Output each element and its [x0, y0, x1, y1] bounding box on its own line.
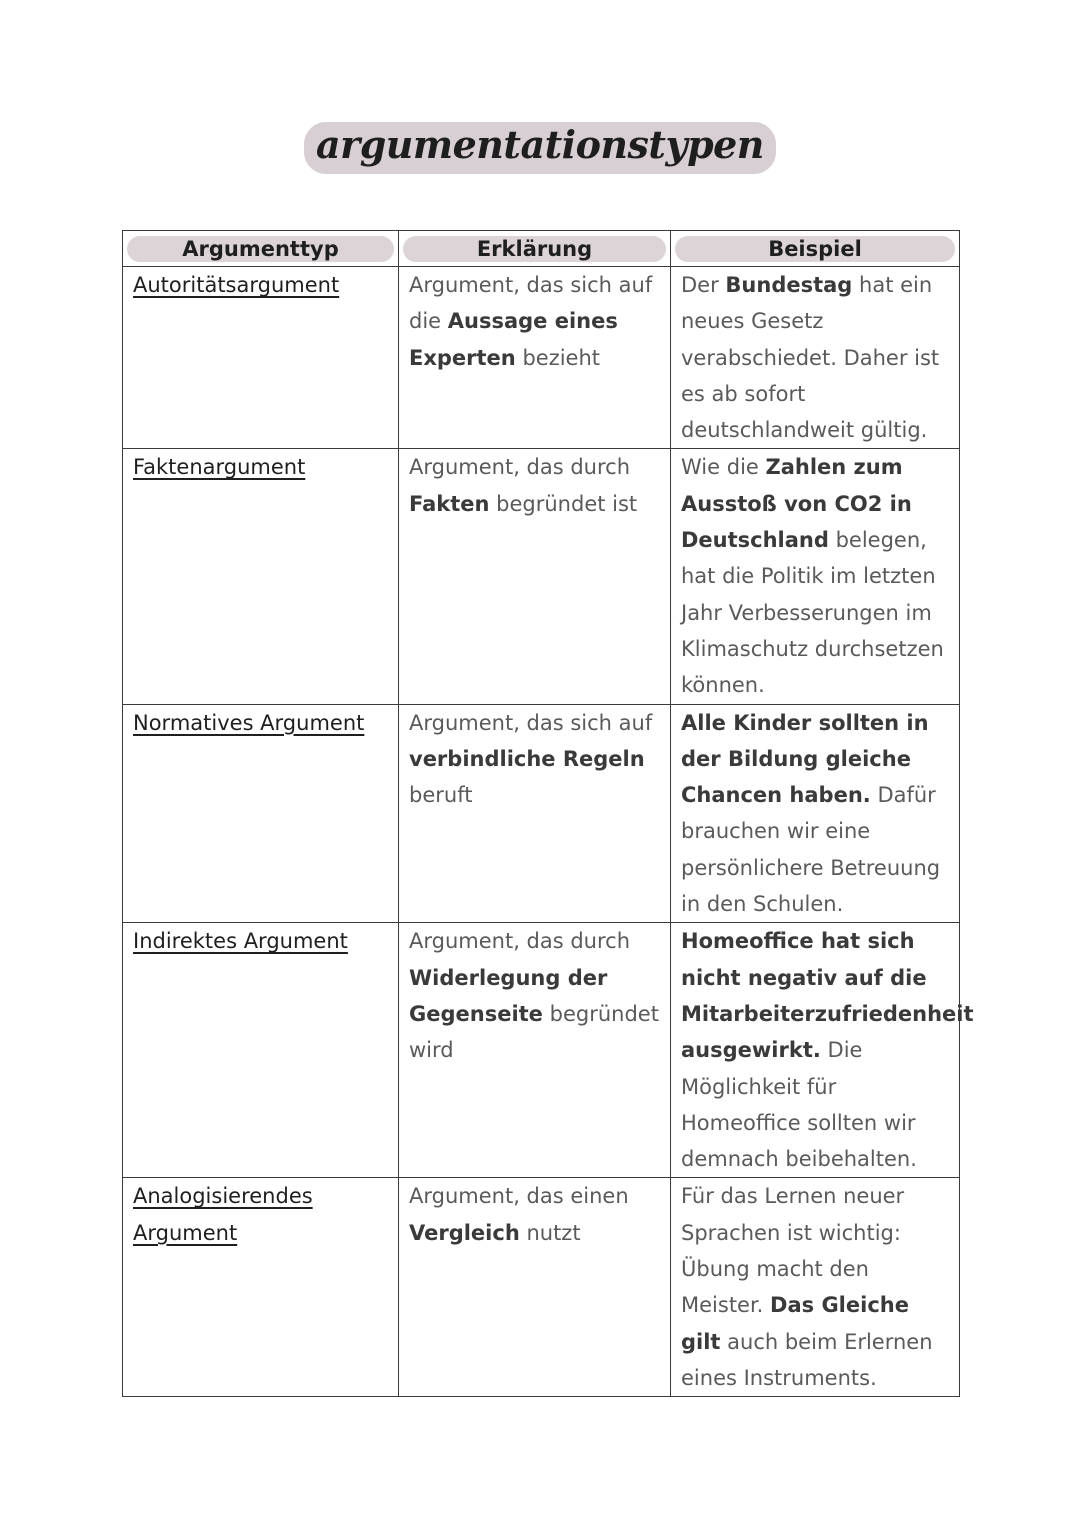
type-label: Faktenargument	[133, 455, 306, 480]
text-segment: bezieht	[515, 345, 601, 370]
table-row	[123, 449, 960, 704]
cell-type	[123, 267, 399, 449]
text-segment: beruft	[409, 783, 473, 808]
header-explanation	[399, 231, 671, 267]
title-container	[0, 122, 1080, 174]
cell-type	[123, 704, 399, 923]
cell-explanation	[399, 704, 671, 923]
text-segment: Dafür brauchen wir eine persönlichere Betreuung in den Schulen.	[681, 783, 941, 917]
cell-example	[671, 1178, 960, 1397]
bold-text: verbindliche Regeln	[409, 746, 645, 771]
text-segment: begründet ist	[489, 491, 638, 516]
text-segment: hat ein neues Gesetz verabschiedet. Daher ist es ab sofort deutschlandweit gültig.	[681, 273, 940, 443]
bold-text: Zahlen zum Ausstoß von CO2 in Deutschland	[681, 455, 912, 553]
text-segment: Argument, das sich auf die	[409, 273, 653, 334]
text-segment: begründet wird	[409, 1001, 659, 1063]
text-segment: auch beim Erlernen eines Instruments.	[681, 1329, 933, 1390]
table-row	[123, 704, 960, 923]
cell-example	[671, 704, 960, 923]
bold-text: Homeoffice hat sich nicht negativ auf die Mitarbeiterzufriedenheit ausgewirkt.	[681, 929, 974, 1063]
bold-text: Fakten	[409, 491, 490, 516]
bold-text: Aussage eines Experten	[409, 309, 618, 370]
argument-types-table	[122, 230, 974, 1397]
cell-example	[671, 449, 960, 704]
text-segment: Wie die	[681, 455, 766, 480]
bold-text: Bundestag	[725, 273, 853, 297]
table-row	[123, 1178, 960, 1397]
text-segment: Argument, das durch	[409, 455, 631, 480]
table-row	[123, 267, 960, 449]
type-label: Autoritätsargument	[133, 273, 340, 297]
cell-explanation	[399, 923, 671, 1178]
header-example-label: Beispiel	[675, 236, 955, 262]
text-segment: belegen, hat die Politik im letzten Jahr Verbesserungen im Klimaschutz durchsetzen können.	[681, 528, 944, 698]
type-label: Analogisierendes Argument	[133, 1184, 313, 1245]
table-row	[123, 923, 960, 1178]
cell-explanation	[399, 449, 671, 704]
page-title: argumentationstypen	[304, 122, 776, 174]
cell-explanation	[399, 267, 671, 449]
text-segment: Argument, das sich auf	[409, 710, 653, 735]
cell-example	[671, 267, 960, 449]
bold-text: Das Gleiche gilt	[681, 1293, 909, 1354]
table-header-row	[123, 231, 960, 267]
cell-type	[123, 923, 399, 1178]
type-label: Normatives Argument	[133, 710, 365, 735]
text-segment: nutzt	[519, 1220, 581, 1245]
header-example	[671, 231, 960, 267]
text-segment: Argument, das einen	[409, 1184, 629, 1209]
text-segment: Argument, das durch	[409, 929, 631, 954]
header-explanation-label: Erklärung	[403, 236, 666, 262]
bold-text: Widerlegung der Gegenseite	[409, 965, 608, 1026]
text-segment: Der	[681, 273, 726, 297]
cell-explanation	[399, 1178, 671, 1397]
type-label: Indirektes Argument	[133, 929, 348, 954]
header-type	[123, 231, 399, 267]
cell-example	[671, 923, 974, 1178]
header-type-label: Argumenttyp	[127, 236, 394, 262]
bold-text: Vergleich	[409, 1220, 520, 1245]
text-segment: Für das Lernen neuer Sprachen ist wichtig: Übung macht den Meister.	[681, 1184, 905, 1318]
bold-text: Alle Kinder sollten in der Bildung gleiche Chancen haben.	[681, 710, 929, 808]
cell-type	[123, 1178, 399, 1397]
cell-type	[123, 449, 399, 704]
text-segment: Die Möglichkeit für Homeoffice sollten wir demnach beibehalten.	[681, 1038, 917, 1172]
